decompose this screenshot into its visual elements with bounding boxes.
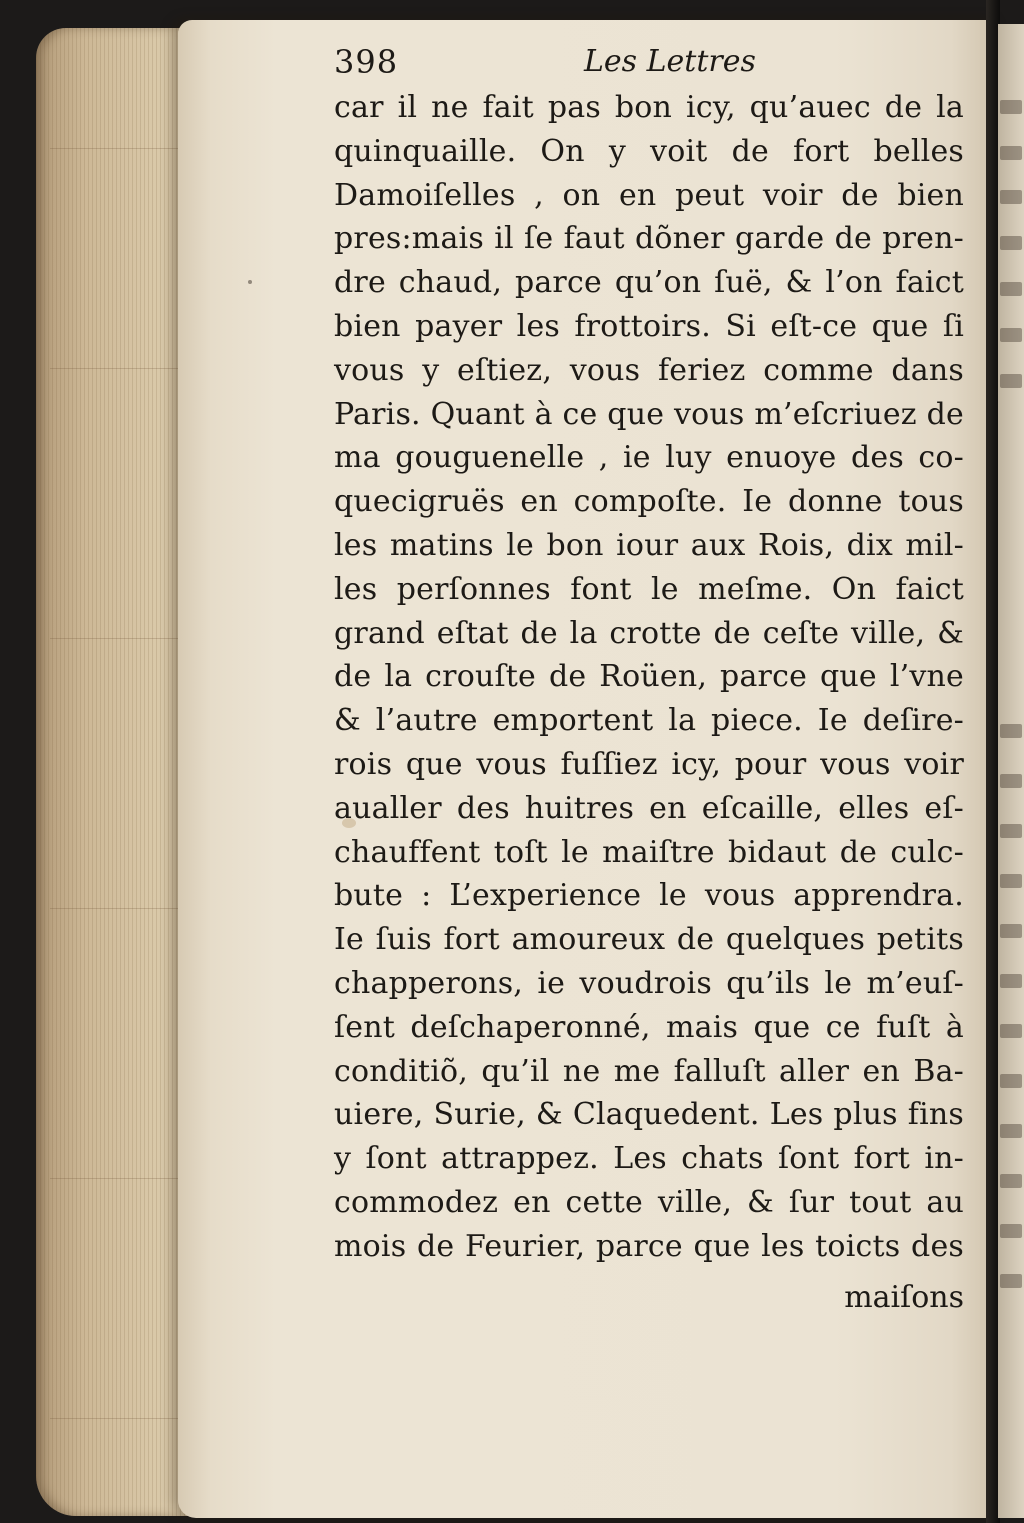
text-line: y ſont attrappez. Les chats ſont fort in-: [334, 1141, 964, 1177]
text-line: les perſonnes font le meſme. On faict: [334, 571, 964, 607]
adjacent-page-edge: [998, 24, 1024, 1518]
page-header: [334, 44, 964, 80]
text-line: dre chaud, parce qu’on ſuë, & l’on faict: [334, 265, 964, 301]
text-line: commodez en cette ville, & ſur tout au: [334, 1184, 964, 1220]
text-line: car il ne fait pas bon icy, qu’auec de la: [334, 90, 964, 125]
text-line: chapperons, ie voudrois qu’ils le m’euſ-: [334, 965, 964, 1001]
text-line: pres:mais il ſe faut dõner garde de pren-: [334, 221, 964, 257]
page-number: 398: [334, 43, 399, 81]
text-line: Paris. Quant à ce que vous m’eſcriuez de: [334, 396, 964, 432]
text-line: aualler des huitres en eſcaille, elles eſ-: [334, 790, 964, 826]
text-line: Damoiſelles , on en peut voir de bien: [334, 177, 964, 213]
text-line: de la crouſte de Roüen, parce que l’vne: [334, 659, 964, 695]
text-line: bien payer les frottoirs. Si eſt-ce que ſi: [334, 308, 964, 344]
text-line: les matins le bon iour aux Rois, dix mil-: [334, 527, 964, 563]
body-text: [334, 86, 964, 1269]
text-line: bute : L’experience le vous apprendra.: [334, 878, 964, 914]
catchword: maiſons: [844, 1280, 964, 1315]
text-line: Ie ſuis fort amoureux de quelques petits: [334, 922, 964, 958]
text-line: quinquaille. On y voit de fort belles: [334, 133, 964, 169]
text-line: uiere, Surie, & Claquedent. Les plus fins: [334, 1097, 964, 1133]
text-line: mois de Feurier, parce que les toicts des: [334, 1228, 964, 1264]
text-line: conditiõ, qu’il ne me falluſt aller en Ba-: [334, 1053, 964, 1089]
text-line: vous y eſtiez, vous feriez comme dans: [334, 352, 964, 388]
text-line: ſent deſchaperonné, mais que ce fuſt à: [334, 1009, 964, 1045]
text-line: ma gouguenelle , ie luy enuoye des co-: [334, 440, 964, 476]
text-line: & l’autre emportent la piece. Ie deſire-: [334, 703, 964, 739]
text-line: grand eſtat de la crotte de ceſte ville, &: [334, 615, 964, 651]
running-head: Les Lettres: [584, 44, 756, 79]
page-spot: [248, 280, 252, 284]
text-line: quecigruës en compoſte. Ie donne tous: [334, 484, 964, 520]
text-line: chauffent toſt le maiſtre bidaut de culc-: [334, 834, 964, 870]
text-line: rois que vous fuſſiez icy, pour vous voir: [334, 746, 964, 782]
